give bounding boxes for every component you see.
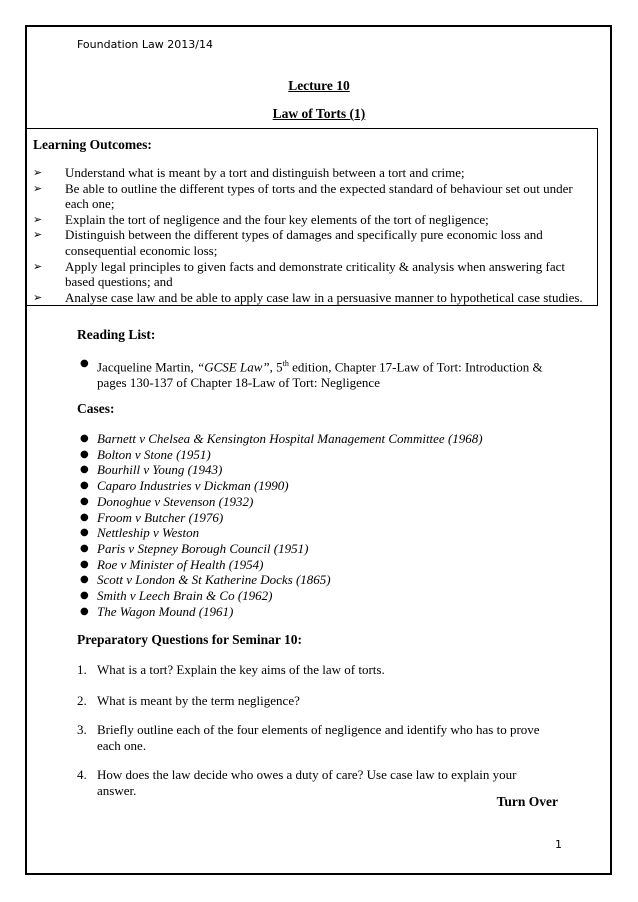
bullet-icon: ● [80,495,89,507]
question-item: 1. What is a tort? Explain the key aims of the law of torts. [77,662,385,677]
reading-list-title: Reading List: [77,327,156,342]
arrow-bullet-icon: ➢ [33,166,43,179]
arrow-bullet-icon: ➢ [33,181,43,195]
outcome-item: ➢ Apply legal principles to given facts and demonstrate criticality & analysis when answering fact based questions; and [33,258,565,290]
bullet-icon: ● [80,433,89,444]
bullet-icon: ● [80,590,89,602]
question-item: 3. Briefly outline each of the four elements of negligence and identify who has to prove each one. [77,722,540,753]
bullet-icon: ● [80,605,89,617]
case-item: ● Caparo Industries v Dickman (1990) [80,478,289,494]
outcome-item: ➢ Distinguish between the different types of damages and specifically pure economic loss and consequential economic loss; [33,227,543,258]
page-header: Foundation Law 2013/14 [77,38,213,51]
outcome-item: ➢ Understand what is meant by a tort and distinguish between a tort and crime; [33,165,465,180]
bullet-icon: ● [80,448,89,460]
outcome-item: ➢ Be able to outline the different types of torts and the expected standard of behaviour set out under each one; [33,180,573,212]
outcome-item: ➢ Analyse case law and be able to apply case law in a persuasive manner to hypothetical case studies. [33,289,583,305]
lecture-title: Lecture 10 [288,78,350,93]
question-item: 4. How does the law decide who owes a duty of care? Use case law to explain your answer. [77,767,517,798]
bullet-icon: ● [80,542,89,554]
reading-item: ● Jacqueline Martin, “GCSE Law”, 5th edition, Chapter 17-Law of Tort: Introduction & pages 130-137 of Chapter 18-Law of Tort: Negligence [80,358,543,391]
cases-title: Cases: [77,401,115,416]
arrow-bullet-icon: ➢ [33,290,43,304]
bullet-icon: ● [80,511,89,523]
question-item: 2. What is meant by the term negligence? [77,693,300,708]
case-item: ● Bourhill v Young (1943) [80,462,223,478]
case-item: ● Donoghue v Stevenson (1932) [80,493,254,509]
arrow-bullet-icon: ➢ [33,228,43,242]
turn-over-label: Turn Over [496,794,558,809]
arrow-bullet-icon: ➢ [33,259,43,273]
learning-outcomes-title: Learning Outcomes: [33,137,152,152]
bullet-icon: ● [80,574,89,586]
questions-title: Preparatory Questions for Seminar 10: [77,632,302,647]
reading-list [77,356,547,391]
cases-list [77,431,547,619]
case-item: ● Barnett v Chelsea & Kensington Hospital Management Committee (1968) [80,431,483,446]
learning-outcomes-list [33,165,593,305]
page-number: 1 [555,838,562,851]
arrow-bullet-icon: ➢ [33,212,43,226]
bullet-icon: ● [80,558,89,570]
case-item: ● Smith v Leech Brain & Co (1962) [80,588,273,604]
case-item: ● Scott v London & St Katherine Docks (1865) [80,572,331,588]
outcome-item: ➢ Explain the tort of negligence and the four key elements of the tort of negligence; [33,211,489,227]
subject-title: Law of Torts (1) [272,106,366,121]
case-item: ● The Wagon Mound (1961) [80,603,234,619]
case-item: ● Bolton v Stone (1951) [80,446,211,462]
case-item: ● Roe v Minister of Health (1954) [80,556,264,572]
learning-outcomes-box [26,128,598,306]
bullet-icon: ● [80,464,89,476]
bullet-icon: ● [80,480,89,492]
case-item: ● Froom v Butcher (1976) [80,509,224,525]
bullet-icon: ● [80,527,89,539]
case-item: ● Paris v Stepney Borough Council (1951) [80,540,309,556]
bullet-icon: ● [80,358,89,369]
case-item: ● Nettleship v Weston [80,525,200,541]
